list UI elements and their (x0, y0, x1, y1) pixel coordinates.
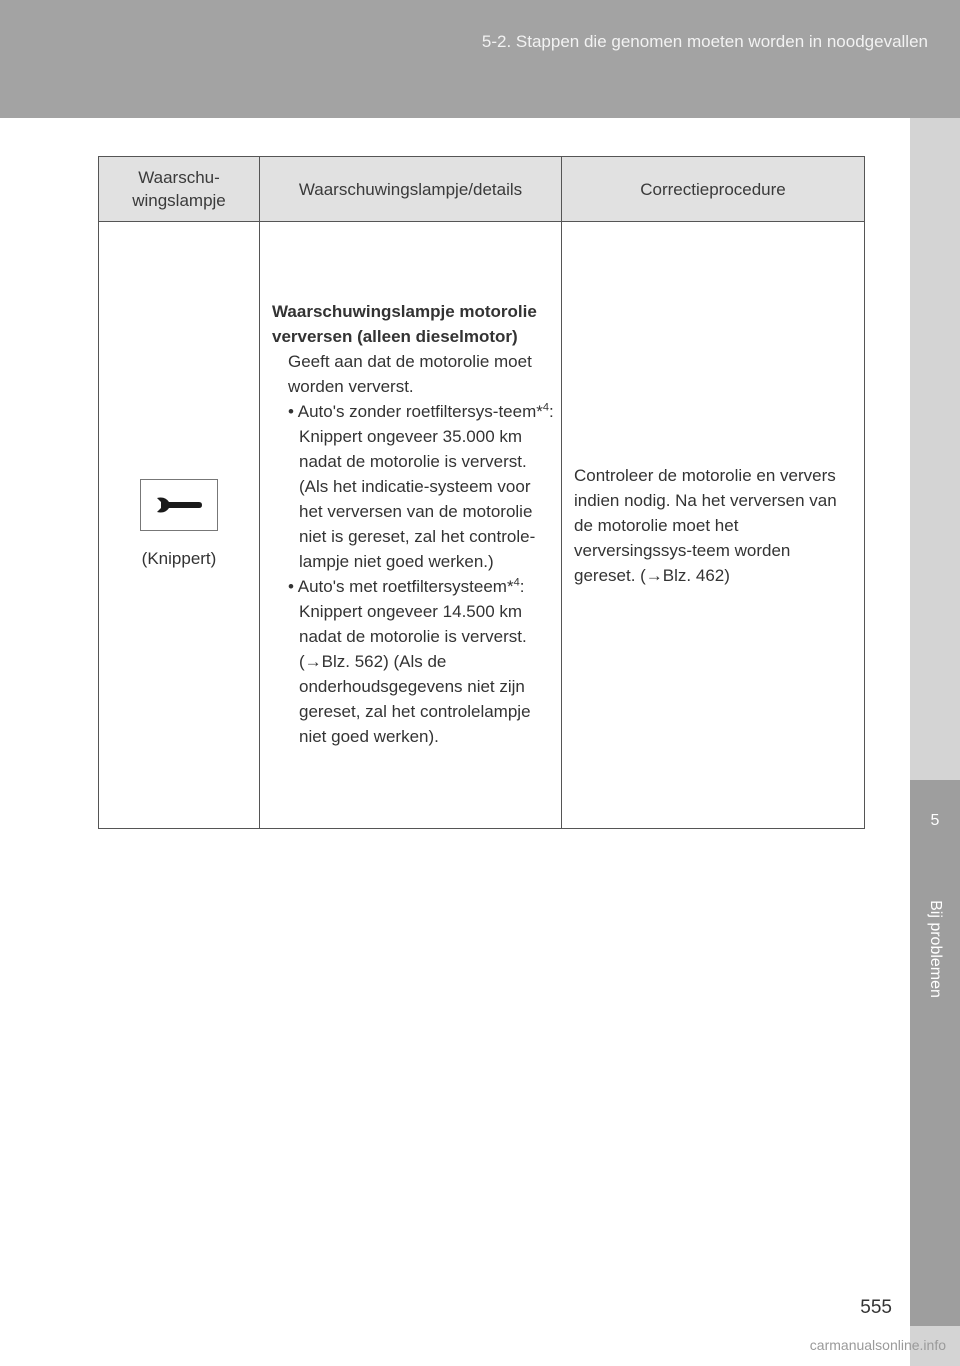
chapter-number: 5 (930, 812, 940, 829)
bullet-heading: • Auto's met roetfiltersysteem*$^4$: (288, 576, 525, 596)
section-title: 5-2. Stappen die genomen moeten worden in noodgevallen (481, 32, 928, 51)
correction-cell: Controleer de motorolie en ververs indien nodig. Na het verversen van de motorolie moet het verversingssys-teem worden gereset. (→Blz. 462) (562, 222, 865, 829)
header-details: Waarschuwingslampje/details (260, 157, 562, 222)
list-item (272, 399, 557, 574)
header-warning-light-line1: Waarschu- (138, 168, 220, 187)
chapter-tab-active (910, 780, 960, 1326)
page-header (0, 0, 960, 118)
warning-description: Geeft aan dat de motorolie moet worden ververst. (288, 352, 532, 396)
header-warning-light-line2: wingslampje (132, 191, 226, 210)
table-header-row (99, 157, 865, 222)
warning-title: Waarschuwingslampje motorolie verversen (alleen dieselmotor) (272, 302, 537, 346)
chapter-label: Bij problemen (927, 900, 944, 998)
watermark: carmanualsonline.info (809, 1337, 946, 1353)
bullet-text: Knippert ongeveer 14.500 km nadat de motorolie is ververst. (→Blz. 562) (Als de onderhoudsgegevens niet zijn gereset, zal het controlelampje niet goed werken). (299, 602, 531, 746)
list-item (272, 574, 557, 749)
lamp-state-label: (Knippert) (141, 549, 217, 568)
header-warning-light (99, 157, 260, 222)
warning-light-cell (99, 222, 260, 829)
warning-light-table (98, 156, 865, 829)
bullet-text: Knippert ongeveer 35.000 km nadat de motorolie is ververst. (Als het indicatie-systeem voor het verversen van de motorolie niet is gereset, zal het controle-lampje niet goed werken.) (299, 427, 536, 571)
wrench-icon (140, 479, 218, 531)
details-cell (260, 222, 562, 829)
bullet-heading: • Auto's zonder roetfiltersys-teem*$^4$: (288, 401, 554, 421)
page-number: 555 (860, 1297, 892, 1318)
header-correction: Correctieprocedure (562, 157, 865, 222)
table-row (99, 222, 865, 829)
